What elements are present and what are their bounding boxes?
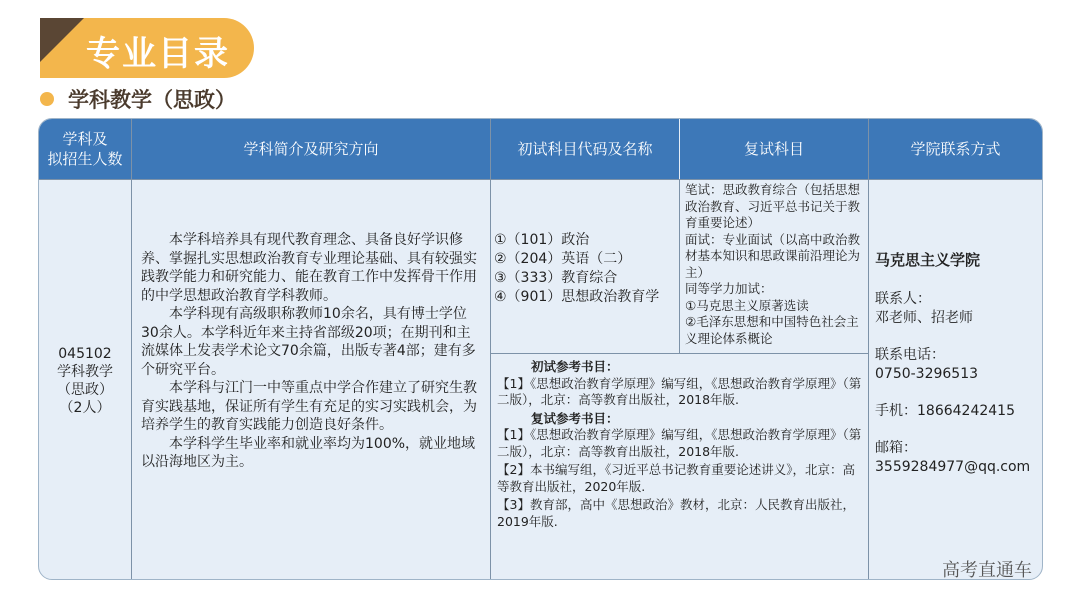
reference-item: 【3】教育部，高中《思想政治》教材，北京：人民教育出版社，2019年版.	[497, 497, 855, 529]
contact-phone: 0750-3296513	[875, 366, 979, 382]
program-table	[38, 118, 1043, 580]
contact-email-label: 邮箱：	[875, 440, 917, 456]
exam-cell	[494, 231, 678, 307]
reference-item: 【2】本书编写组，《习近平总书记教育重要论述讲义》，北京：高等教育出版社，2020年版.	[497, 462, 855, 494]
program-direction: （思政）	[57, 382, 113, 398]
retest-item: 笔试：思政教育综合（包括思想政治教育、习近平总书记关于教育重要论述）	[685, 182, 861, 230]
header-exam: 初试科目代码及名称	[491, 119, 679, 179]
banner-notch	[40, 18, 84, 62]
contact-person-label: 联系人：	[875, 291, 931, 307]
col-divider	[868, 119, 869, 579]
intro-paragraph: 本学科培养具有现代教育理念、具备良好学识修养、掌握扎实思想政治教育专业理论基础、具有较强实践教学能力和研究能力、能在教育工作中发挥骨干作用的中学思想政治教育学科教师。	[141, 232, 477, 304]
intro-paragraph: 本学科现有高级职称教师10余名，具有博士学位30余人。本学科近年来主持省部级20项；在期刊和主流媒体上发表学术论文70余篇，出版专著4部；建有多个研究平台。	[141, 306, 476, 378]
retest-item: ①马克思主义原著选读	[685, 297, 809, 313]
row-divider	[490, 353, 868, 354]
row-divider	[39, 179, 1042, 180]
intro-cell	[141, 231, 481, 472]
exam-subject: ④（901）思想政治教育学	[494, 289, 660, 305]
college-name: 马克思主义学院	[875, 251, 981, 269]
program-code: 045102	[58, 346, 112, 362]
header-code-text: 学科及 拟招生人数	[47, 130, 123, 168]
header-contact: 学院联系方式	[869, 119, 1042, 179]
subtitle-text: 学科教学（思政）	[68, 88, 236, 112]
intro-paragraph: 本学科与江门一中等重点中学合作建立了研究生教育实践基地，保证所有学生有充足的实习实践机会，为培养学生的教育实践能力创造良好条件。	[141, 380, 477, 433]
contact-cell	[875, 251, 1040, 477]
banner-title: 专业目录	[86, 34, 230, 74]
header-intro: 学科简介及研究方向	[132, 119, 490, 179]
contact-mobile: 手机：18664242415	[875, 403, 1015, 419]
retest-item: 同等学力加试：	[685, 281, 773, 296]
header-retest: 复试科目	[680, 119, 868, 179]
col-divider	[131, 119, 132, 579]
contact-email: 3559284977@qq.com	[875, 459, 1031, 475]
col-divider	[679, 179, 680, 353]
references-cell	[497, 359, 862, 530]
reference-item: 【1】《思想政治教育学原理》编写组，《思想政治教育学原理》（第二版），北京：高等教育出版社，2018年版.	[497, 375, 862, 407]
subject-subtitle	[40, 84, 236, 114]
intro-paragraph: 本学科学生毕业率和就业率均为100%，就业地域以沿海地区为主。	[141, 435, 476, 470]
initial-refs-title: 初试参考书目：	[531, 359, 619, 374]
col-divider	[490, 119, 491, 579]
exam-subject: ②（204）英语（二）	[494, 251, 632, 267]
program-name: 学科教学	[57, 364, 113, 380]
retest-cell	[685, 182, 865, 347]
program-quota: （2人）	[59, 400, 111, 416]
header-code	[39, 119, 131, 179]
retest-refs-title: 复试参考书目：	[531, 410, 619, 426]
bullet-dot-icon	[40, 92, 54, 106]
code-cell	[39, 345, 131, 417]
retest-item: 面试：专业面试（以高中政治教材基本知识和思政课前沿理论为主）	[685, 231, 861, 280]
reference-item: 【1】《思想政治教育学原理》编写组，《思想政治教育学原理》（第二版），北京：高等教育出版社，2018年版.	[497, 427, 862, 459]
exam-subject: ③（333）教育综合	[494, 270, 618, 286]
contact-phone-label: 联系电话：	[875, 347, 945, 363]
exam-subject: ①（101）政治	[494, 232, 590, 248]
contact-person: 邓老师、招老师	[875, 310, 973, 326]
watermark: 高考直通车	[942, 560, 1032, 581]
retest-item: ②毛泽东思想和中国特色社会主义理论体系概论	[685, 314, 859, 346]
